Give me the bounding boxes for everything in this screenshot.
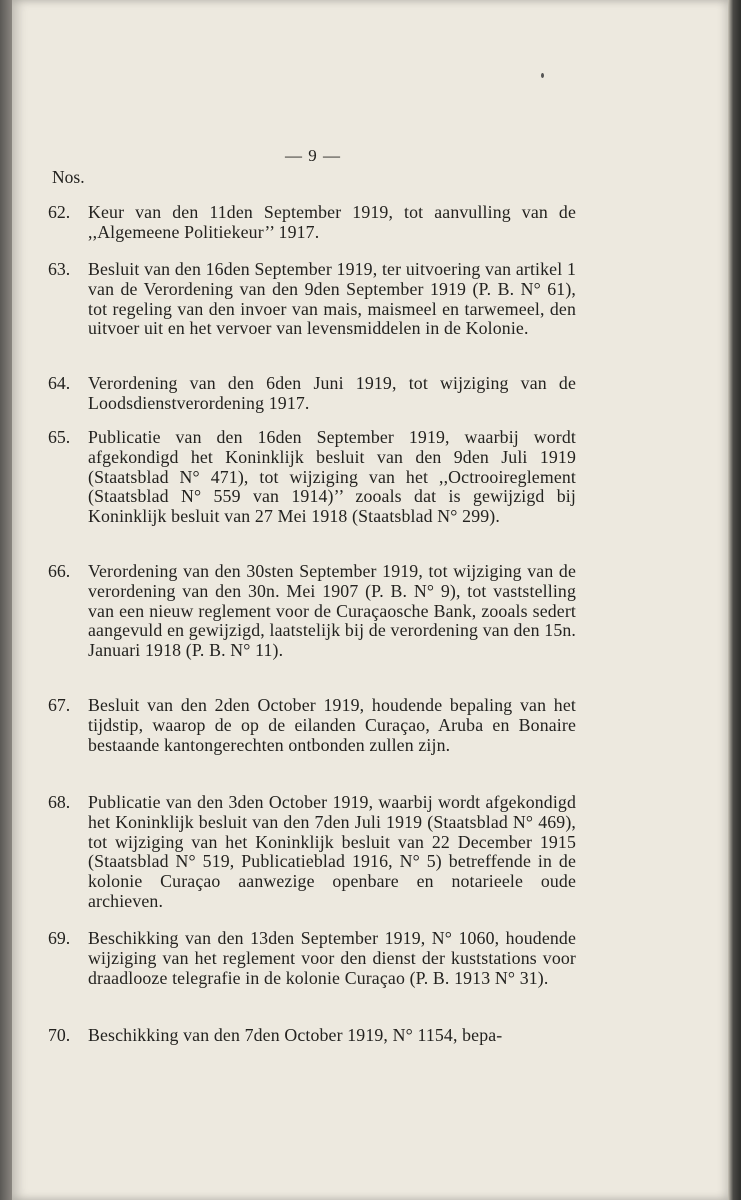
- entry-68: [48, 793, 576, 912]
- entry-67: [48, 696, 576, 755]
- entry-number: 65.: [48, 427, 71, 447]
- entry-64: [48, 374, 576, 414]
- entry-number: 67.: [48, 695, 71, 715]
- page-number: — 9 —: [285, 146, 341, 165]
- entry-text: Beschikking van den 7den October 1919, N° 1154, bepa-: [88, 1025, 503, 1045]
- entry-text: Keur van den 11den September 1919, tot aanvulling van de ,,Algemeene Politiekeur’’ 1917.: [88, 202, 576, 242]
- column-label: Nos.: [52, 167, 85, 187]
- entry-text: Besluit van den 2den October 1919, houdende bepaling van het tijdstip, waarop de op de eilanden Curaçao, Aruba en Bonaire bestaande kantongerechten ontbonden zullen zijn.: [88, 695, 576, 755]
- entry-number: 63.: [48, 259, 71, 279]
- entry-70: [48, 1026, 576, 1046]
- entry-text: Verordening van den 30sten September 1919, tot wijziging van de verordening van den 30n. Mei 1907 (P. B. N° 9), tot vaststelling van een nieuw reglement voor de Curaçaosche Bank, zooals sedert aangevuld en gewijzigd, laatstelijk bij de verordening van den 15n. Januari 1918 (P. B. N° 11).: [88, 561, 576, 661]
- scan-left-edge: [0, 0, 12, 1200]
- entry-text: Publicatie van den 3den October 1919, waarbij wordt afgekondigd het Koninklijk besluit van den 7den Juli 1919 (Staatsblad N° 469), tot wijziging van het Koninklijk besluit van 22 December 1915 (Staatsblad N° 519, Publicatieblad 1916, N° 5) betreffende in de kolonie Curaçao aanwezige openbare en notarieele oude archieven.: [88, 792, 576, 911]
- entry-number: 69.: [48, 928, 71, 948]
- entry-number: 70.: [48, 1025, 71, 1045]
- entry-number: 62.: [48, 202, 71, 222]
- entry-63: [48, 260, 576, 339]
- entry-65: [48, 428, 576, 527]
- entry-number: 64.: [48, 373, 71, 393]
- entry-62: [48, 203, 576, 243]
- entry-66: [48, 562, 576, 661]
- scan-right-edge: [728, 0, 741, 1200]
- entry-text: Publicatie van den 16den September 1919, waarbij wordt afgekondigd het Koninklijk besluit van den 9den Juli 1919 (Staatsblad N° 471), tot wijziging van het ,,Octrooireglement (Staatsblad N° 559 van 1914)’’ zooals dat is gewijzigd bij Koninklijk besluit van 27 Mei 1918 (Staatsblad N° 299).: [88, 427, 576, 527]
- ink-speck: [541, 73, 544, 78]
- entry-number: 66.: [48, 561, 71, 581]
- entry-text: Verordening van den 6den Juni 1919, tot wijziging van de Loodsdienstverordening 1917.: [88, 373, 576, 413]
- entry-69: [48, 929, 576, 988]
- entry-text: Beschikking van den 13den September 1919, N° 1060, houdende wijziging van het reglement voor den dienst der kuststations voor draadlooze telegrafie in de kolonie Curaçao (P. B. 1913 N° 31).: [88, 928, 576, 988]
- entry-text: Besluit van den 16den September 1919, ter uitvoering van artikel 1 van de Verordening van den 9den September 1919 (P. B. N° 61), tot regeling van den invoer van mais, maismeel en tarwemeel, den uitvoer uit en het vervoer van levensmiddelen in de Kolonie.: [88, 259, 576, 339]
- entry-number: 68.: [48, 792, 71, 812]
